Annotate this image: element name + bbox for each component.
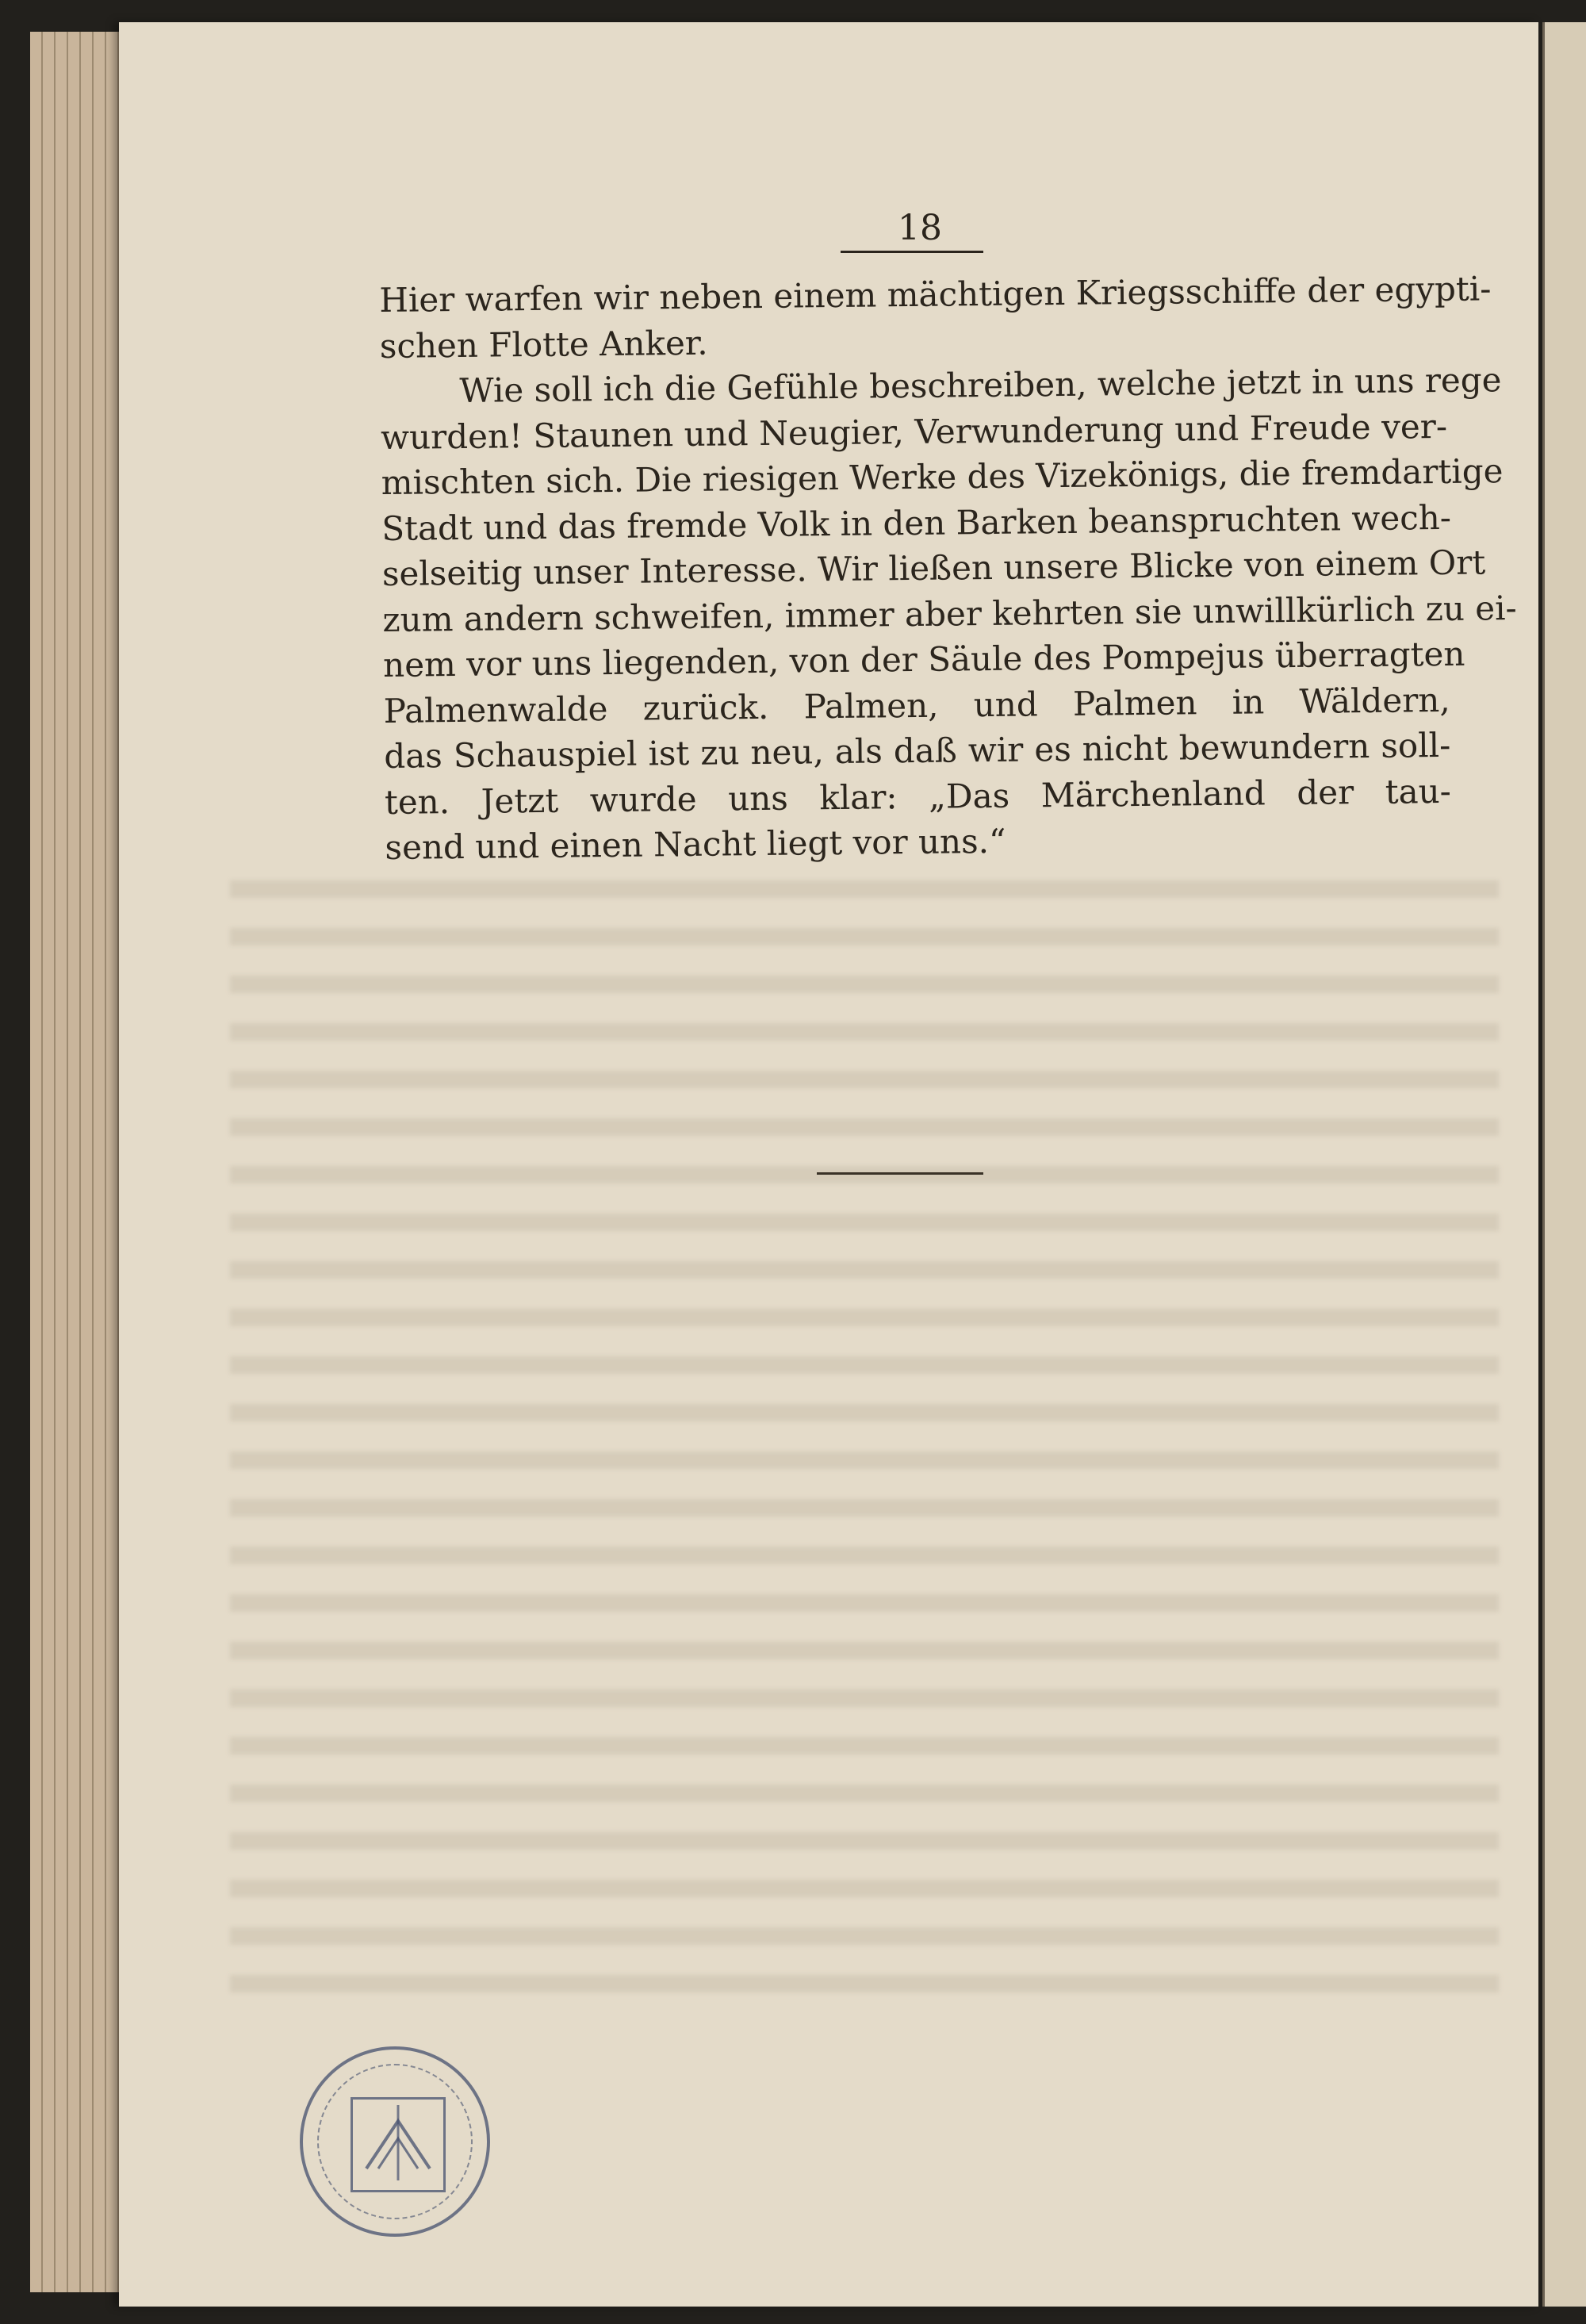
text-line: Wie soll ich die Gefühle beschreiben, welche jetzt in uns rege: [459, 360, 1502, 410]
next-page-edge: [1542, 22, 1586, 2307]
page-edge: [56, 32, 68, 2292]
page-edge: [81, 32, 94, 2292]
page-edge: [106, 32, 119, 2292]
page-edge: [30, 32, 43, 2292]
text-line: Hier warfen wir neben einem mächtigen Kriegsschiffe der egypti-: [379, 269, 1492, 320]
text-line: schen Flotte Anker.: [379, 323, 708, 366]
page-stack-edges: [30, 32, 125, 2292]
show-through-text: [230, 880, 1499, 2023]
stamp-emblem-icon: [303, 2050, 493, 2240]
library-stamp: [300, 2046, 490, 2237]
text-line: nem vor uns liegenden, von der Säule des Pompejus überragten: [382, 634, 1465, 685]
text-line: selseitig unser Interesse. Wir ließen unsere Blicke von einem Ort: [381, 543, 1486, 593]
text-line: mischten sich. Die riesigen Werke des Vizekönigs, die fremdartige: [381, 451, 1504, 502]
text-line: zum andern schweifen, immer aber kehrten sie unwillkürlich zu ei-: [382, 588, 1517, 639]
body-text: [379, 267, 1517, 871]
page-edge: [43, 32, 56, 2292]
page-number-rule: [841, 251, 983, 253]
text-line: ten. Jetzt wurde uns klar: „Das Märchenland der tau-: [384, 771, 1452, 822]
section-end-rule: [817, 1172, 983, 1175]
page-edge: [68, 32, 81, 2292]
text-line: send und einen Nacht liegt vor uns.“: [385, 821, 1006, 867]
page-edge: [94, 32, 106, 2292]
text-line: das Schauspiel ist zu neu, als daß wir es nicht bewundern soll-: [384, 725, 1451, 776]
text-line: Palmenwalde zurück. Palmen, und Palmen in Wäldern,: [383, 680, 1450, 731]
text-line: wurden! Staunen und Neugier, Verwunderung und Freude ver-: [380, 406, 1448, 457]
text-line: Stadt und das fremde Volk in den Barken beanspruchten wech-: [381, 497, 1452, 548]
page-number: 18: [898, 208, 942, 248]
